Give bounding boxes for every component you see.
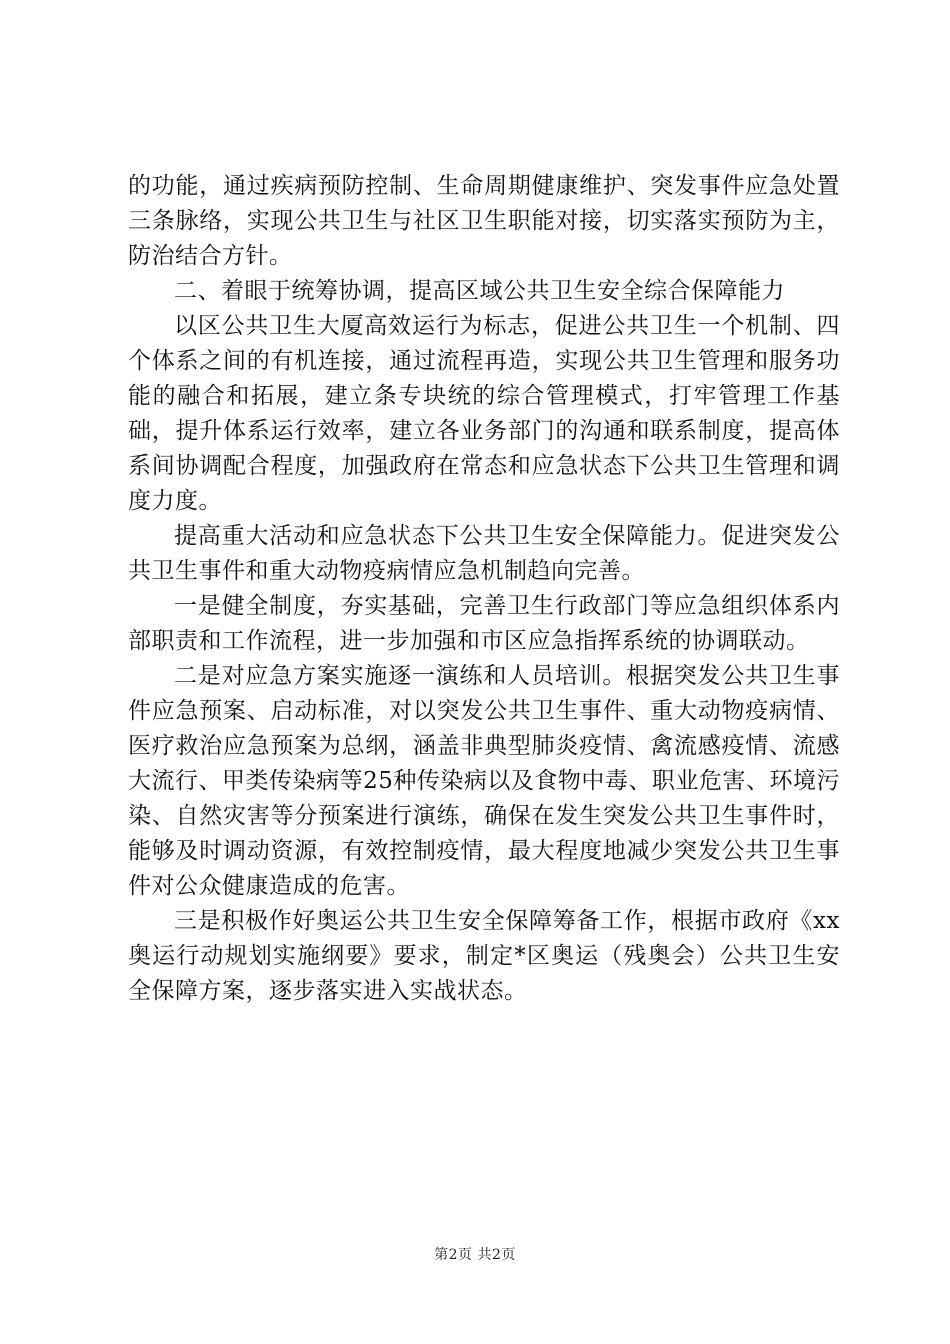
paragraph: 以区公共卫生大厦高效运行为标志，促进公共卫生一个机制、四个体系之间的有机连接，通过流程再造，实现公共卫生管理和服务功能的融合和拓展，建立条专块统的综合管理模式，打牢管理工作基础，提升体系运行效率，建立各业务部门的沟通和联系制度，提高体系间协调配合程度，加强政府在常态和应急状态下公共卫生管理和调度力度。 (128, 313, 840, 514)
document-body (128, 169, 840, 1009)
paragraph-continuation: 的功能，通过疾病预防控制、生命周期健康维护、突发事件应急处置三条脉络，实现公共卫生与社区卫生职能对接，切实落实预防为主，防治结合方针。 (128, 173, 840, 269)
page-number-footer: 第2页 共2页 (434, 1247, 516, 1263)
paragraph: 一是健全制度，夯实基础，完善卫生行政部门等应急组织体系内部职责和工作流程，进一步加强和市区应急指挥系统的协调联动。 (128, 593, 840, 654)
paragraph: 二是对应急方案实施逐一演练和人员培训。根据突发公共卫生事件应急预案、启动标准，对以突发公共卫生事件、重大动物疫病情、医疗救治应急预案为总纲，涵盖非典型肺炎疫情、禽流感疫情、流感大流行、甲类传染病等25种传染病以及食物中毒、职业危害、环境污染、自然灾害等分预案进行演练，确保在发生突发公共卫生事件时，能够及时调动资源，有效控制疫情，最大程度地减少突发公共卫生事件对公众健康造成的危害。 (128, 663, 840, 899)
paragraph: 提高重大活动和应急状态下公共卫生安全保障能力。促进突发公共卫生事件和重大动物疫病情应急机制趋向完善。 (128, 523, 840, 584)
paragraph: 三是积极作好奥运公共卫生安全保障筹备工作，根据市政府《xx奥运行动规划实施纲要》要求，制定*区奥运（残奥会）公共卫生安全保障方案，逐步落实进入实战状态。 (128, 908, 840, 1004)
section-heading: 二、着眼于统筹协调，提高区域公共卫生安全综合保障能力 (174, 278, 785, 304)
